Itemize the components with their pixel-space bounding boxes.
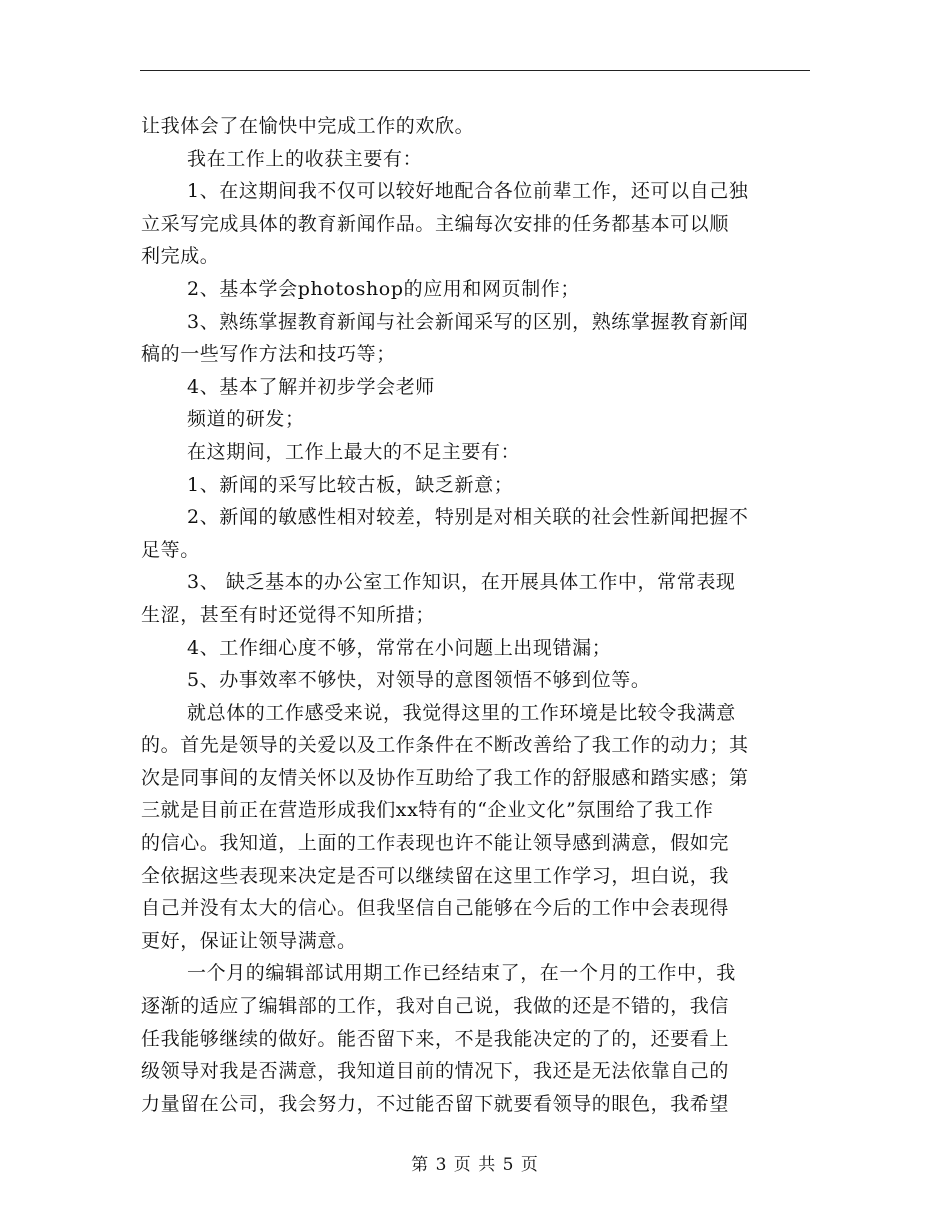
- text-line: 更好，保证让领导满意。: [141, 929, 357, 952]
- text-line: 1、新闻的采写比较古板，缺乏新意；: [187, 473, 514, 496]
- page-number: 第 3 页 共 5 页: [411, 1155, 539, 1175]
- text-line: 任我能够继续的做好。能否留下来，不是我能决定的了的，还要看上: [141, 1027, 730, 1050]
- text-line: 一个月的编辑部试用期工作已经结束了，在一个月的工作中，我: [187, 962, 736, 985]
- text-line: 足等。: [141, 538, 200, 561]
- text-line: 3、 缺乏基本的办公室工作知识，在开展具体工作中，常常表现: [187, 571, 736, 594]
- text-line: 逐渐的适应了编辑部的工作，我对自己说，我做的还是不错的，我信: [141, 995, 730, 1018]
- text-line: 我在工作上的收获主要有：: [187, 147, 423, 170]
- text-line: 的信心。我知道，上面的工作表现也许不能让领导感到满意，假如完: [141, 832, 730, 855]
- text-line: 在这期间，工作上最大的不足主要有：: [187, 440, 521, 463]
- text-line: 生涩，甚至有时还觉得不知所措；: [141, 603, 436, 626]
- text-line: 立采写完成具体的教育新闻作品。主编每次安排的任务都基本可以顺: [141, 212, 730, 235]
- text-line: 1、在这期间我不仅可以较好地配合各位前辈工作，还可以自己独: [187, 180, 749, 203]
- text-line: 让我体会了在愉快中完成工作的欢欣。: [141, 115, 475, 137]
- text-line: 的。首先是领导的关爱以及工作条件在不断改善给了我工作的动力；其: [141, 734, 749, 757]
- text-line: 2、新闻的敏感性相对较差，特别是对相关联的社会性新闻把握不: [187, 506, 749, 529]
- text-line: 5、办事效率不够快，对领导的意图领悟不够到位等。: [187, 669, 651, 692]
- text-line: 级领导对我是否满意，我知道目前的情况下，我还是无法依靠自己的: [141, 1060, 730, 1083]
- text-line: 稿的一些写作方法和技巧等；: [141, 343, 396, 366]
- text-line: 力量留在公司，我会努力，不过能否留下就要看领导的眼色，我希望: [141, 1092, 730, 1115]
- document-body: [141, 110, 811, 1120]
- text-line: 2、基本学会photoshop的应用和网页制作；: [187, 277, 580, 300]
- text-line: 次是同事间的友情关怀以及协作互助给了我工作的舒服感和踏实感；第: [141, 766, 749, 789]
- text-line: 频道的研发；: [187, 408, 305, 431]
- text-line: 3、熟练掌握教育新闻与社会新闻采写的区别，熟练掌握教育新闻: [187, 310, 749, 333]
- text-line: 利完成。: [141, 245, 220, 268]
- text-line: 自己并没有太大的信心。但我坚信自己能够在今后的工作中会表现得: [141, 897, 730, 920]
- header-rule: [140, 70, 810, 71]
- text-line: 4、工作细心度不够，常常在小问题上出现错漏；: [187, 636, 612, 659]
- text-line: 全依据这些表现来决定是否可以继续留在这里工作学习，坦白说，我: [141, 864, 730, 887]
- text-line: 三就是目前正在营造形成我们xx特有的“企业文化”氛围给了我工作: [141, 799, 714, 822]
- text-line: 4、基本了解并初步学会老师: [187, 375, 435, 398]
- text-line: 就总体的工作感受来说，我觉得这里的工作环境是比较令我满意: [187, 701, 736, 724]
